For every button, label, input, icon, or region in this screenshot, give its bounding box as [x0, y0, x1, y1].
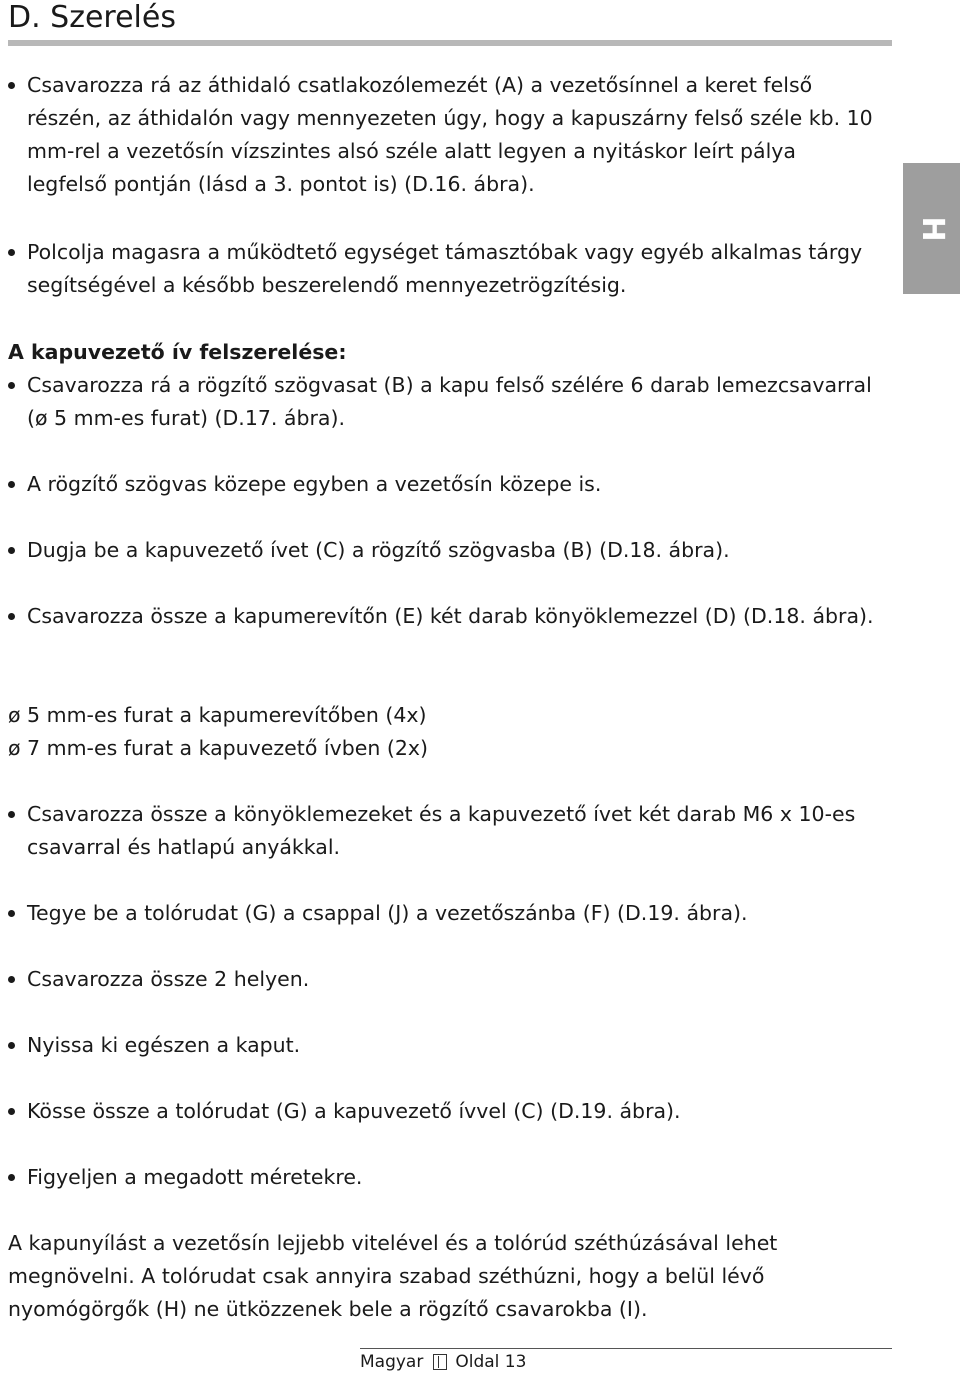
- footer-page-number: Oldal 13: [455, 1352, 527, 1372]
- list-item: A rögzítő szögvas közepe egyben a vezetősín közepe is.: [8, 468, 897, 501]
- list-item: Csavarozza rá az áthidaló csatlakozólemezét (A) a vezetősínnel a keret felső részén, az áthidalón vagy mennyezeten úgy, hogy a kapuszárny felső széle kb. 10 mm-rel a vezetősín vízszintes alsó széle alatt legyen a nyitáskor leírt pálya legfelső pontján (lásd a 3. pontot is) (D.16. ábra).: [8, 69, 877, 201]
- list-item: Csavarozza össze a kapumerevítőn (E) két darab könyöklemezzel (D) (D.18. ábra).: [8, 600, 897, 633]
- closing-paragraph: A kapunyílást a vezetősín lejjebb vitelével és a tolórúd széthúzásával lehet megnövelni. A tolórudat csak annyira szabad széthúzni, hogy a belül lévő nyomógörgők (H) ne ütközzenek bele a rögzítő csavarokba (I).: [8, 1231, 778, 1321]
- hole-note: ø 7 mm-es furat a kapuvezető ívben (2x): [8, 736, 429, 760]
- list-item: Csavarozza rá a rögzítő szögvasat (B) a kapu felső szélére 6 darab lemezcsavarral (ø 5 mm-es furat) (D.17. ábra).: [8, 369, 897, 435]
- list-item: Kösse össze a tolórudat (G) a kapuvezető ívvel (C) (D.19. ábra).: [8, 1095, 897, 1128]
- hole-note: ø 5 mm-es furat a kapumerevítőben (4x): [8, 703, 427, 727]
- footer-language: Magyar: [360, 1352, 424, 1372]
- list-item: Dugja be a kapuvezető ívet (C) a rögzítő szögvasba (B) (D.18. ábra).: [8, 534, 897, 567]
- list-item: Nyissa ki egészen a kaput.: [8, 1029, 897, 1062]
- footer-divider: [360, 1348, 892, 1349]
- language-tab: [903, 163, 960, 294]
- page-footer: [360, 1350, 526, 1374]
- page-title: D. Szerelés: [8, 0, 176, 35]
- language-tab-letter: H: [914, 215, 950, 242]
- list-item: Figyeljen a megadott méretekre.: [8, 1161, 897, 1194]
- list-item: Csavarozza össze a könyöklemezeket és a kapuvezető ívet két darab M6 x 10-es csavarral és hatlapú anyákkal.: [8, 798, 897, 864]
- title-divider: [8, 40, 892, 46]
- list-item: Csavarozza össze 2 helyen.: [8, 963, 897, 996]
- book-icon: [433, 1354, 447, 1370]
- list-item: Tegye be a tolórudat (G) a csappal (J) a vezetőszánba (F) (D.19. ábra).: [8, 897, 897, 930]
- list-item: Polcolja magasra a működtető egységet támasztóbak vagy egyéb alkalmas tárgy segítségével a később beszerelendő mennyezetrögzítésig.: [8, 236, 877, 302]
- section-heading: A kapuvezető ív felszerelése:: [8, 340, 347, 364]
